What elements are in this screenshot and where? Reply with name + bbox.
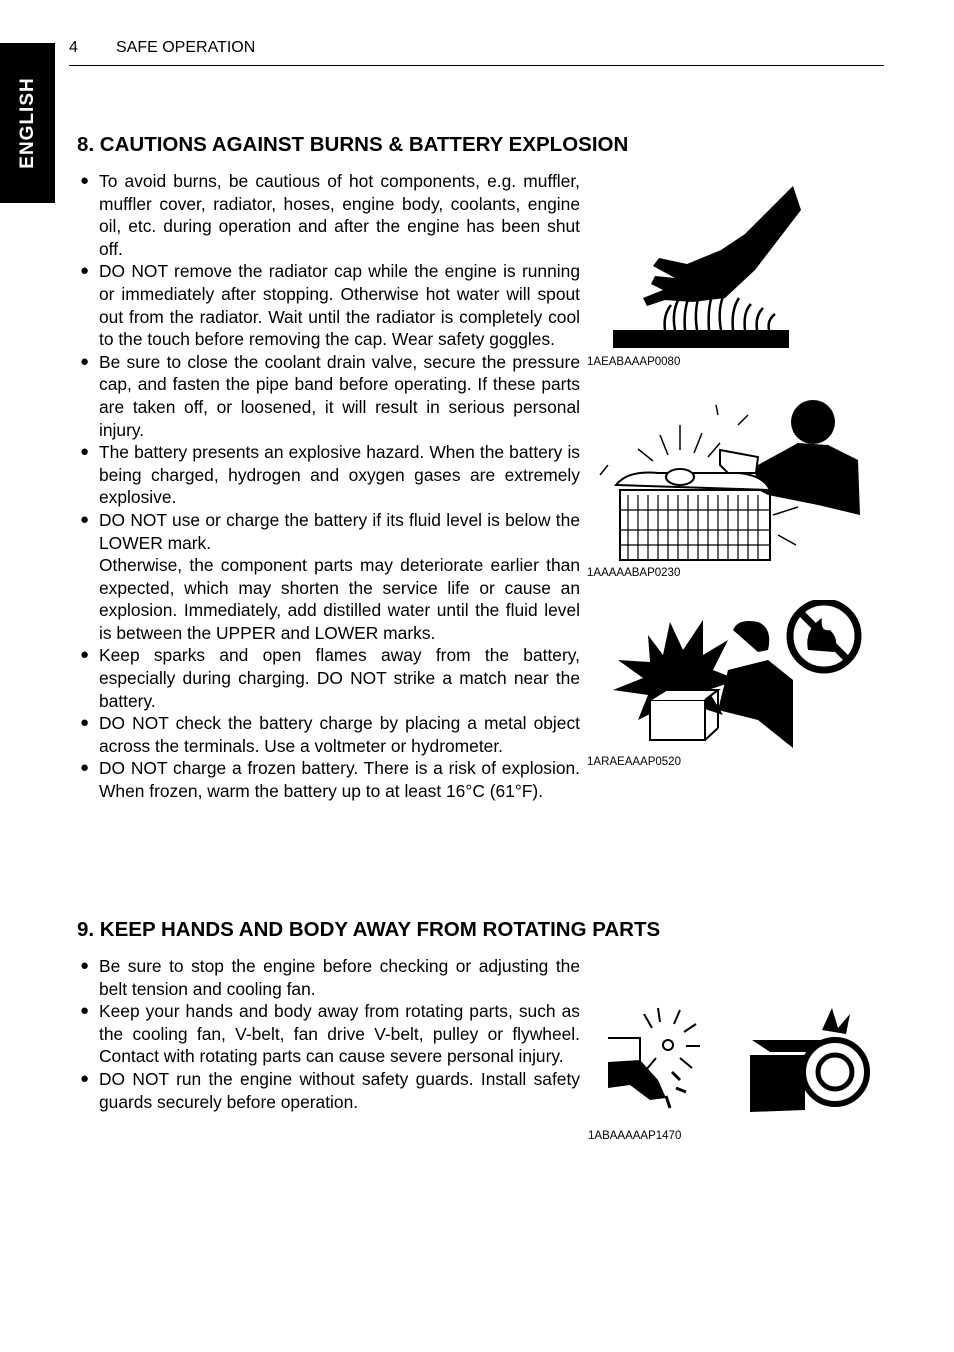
list-item: ● DO NOT check the battery charge by placing a metal object across the terminals. Use a voltmeter or hydrometer.	[80, 712, 580, 757]
language-tab	[0, 43, 55, 203]
section-9-title: 9. KEEP HANDS AND BODY AWAY FROM ROTATING PARTS	[77, 918, 661, 941]
figure-code: 1AEABAAAP0080	[587, 356, 681, 368]
list-item: ● The battery presents an explosive hazard. When the battery is being charged, hydrogen and oxygen gases are extremely explosive.	[80, 441, 580, 509]
list-item-continuation: Otherwise, the component parts may deteriorate earlier than expected, which may shorten the service life or cause an explosion. Immediately, add distilled water until the fluid level is between the UPPER and LOWER marks.	[99, 555, 580, 643]
battery-explosion-illustration	[608, 600, 863, 752]
figure-code: 1ARAEAAAP0520	[587, 756, 681, 768]
section-8-title: 8. CAUTIONS AGAINST BURNS & BATTERY EXPLOSION	[77, 133, 629, 156]
section-8-list	[80, 170, 580, 803]
rotating-parts-illustration	[600, 1000, 870, 1125]
hot-surface-hand-illustration	[605, 180, 805, 352]
list-item	[80, 509, 580, 645]
language-tab-label: ENGLISH	[16, 77, 38, 169]
page-number: 4	[69, 39, 78, 56]
running-header: SAFE OPERATION	[116, 39, 256, 56]
figure-code: 1ABAAAAAP1470	[588, 1130, 682, 1142]
list-item: ● To avoid burns, be cautious of hot components, e.g. muffler, muffler cover, radiator, hoses, engine body, coolants, engine oil, etc. during operation and after the engine has been shut off.	[80, 170, 580, 260]
list-item: ● Be sure to close the coolant drain valve, secure the pressure cap, and fasten the pipe band before operating. If these parts are taken off, or loosened, it will result in serious personal injury.	[80, 351, 580, 441]
list-item: ● DO NOT run the engine without safety guards. Install safety guards securely before operation.	[80, 1068, 580, 1113]
list-item-text: DO NOT use or charge the battery if its fluid level is below the LOWER mark.	[99, 509, 580, 553]
list-item: ● Be sure to stop the engine before checking or adjusting the belt tension and cooling fan.	[80, 955, 580, 1000]
list-item: ● DO NOT charge a frozen battery. There is a risk of explosion. When frozen, warm the battery up to at least 16°C (61°F).	[80, 757, 580, 802]
list-item: ● Keep sparks and open flames away from the battery, especially during charging. DO NOT strike a match near the battery.	[80, 644, 580, 712]
list-item: ● DO NOT remove the radiator cap while the engine is running or immediately after stopping. Otherwise hot water will spout out from the radiator. Wait until the radiator is completely cool to the touch before removing the cap. Wear safety goggles.	[80, 260, 580, 350]
list-item: ● Keep your hands and body away from rotating parts, such as the cooling fan, V-belt, fan drive V-belt, pulley or flywheel. Contact with rotating parts can cause severe personal injury.	[80, 1000, 580, 1068]
section-9-list	[80, 955, 580, 1113]
header-rule	[69, 65, 884, 66]
figure-code: 1AAAAABAP0230	[587, 567, 681, 579]
radiator-cap-illustration	[598, 395, 863, 567]
